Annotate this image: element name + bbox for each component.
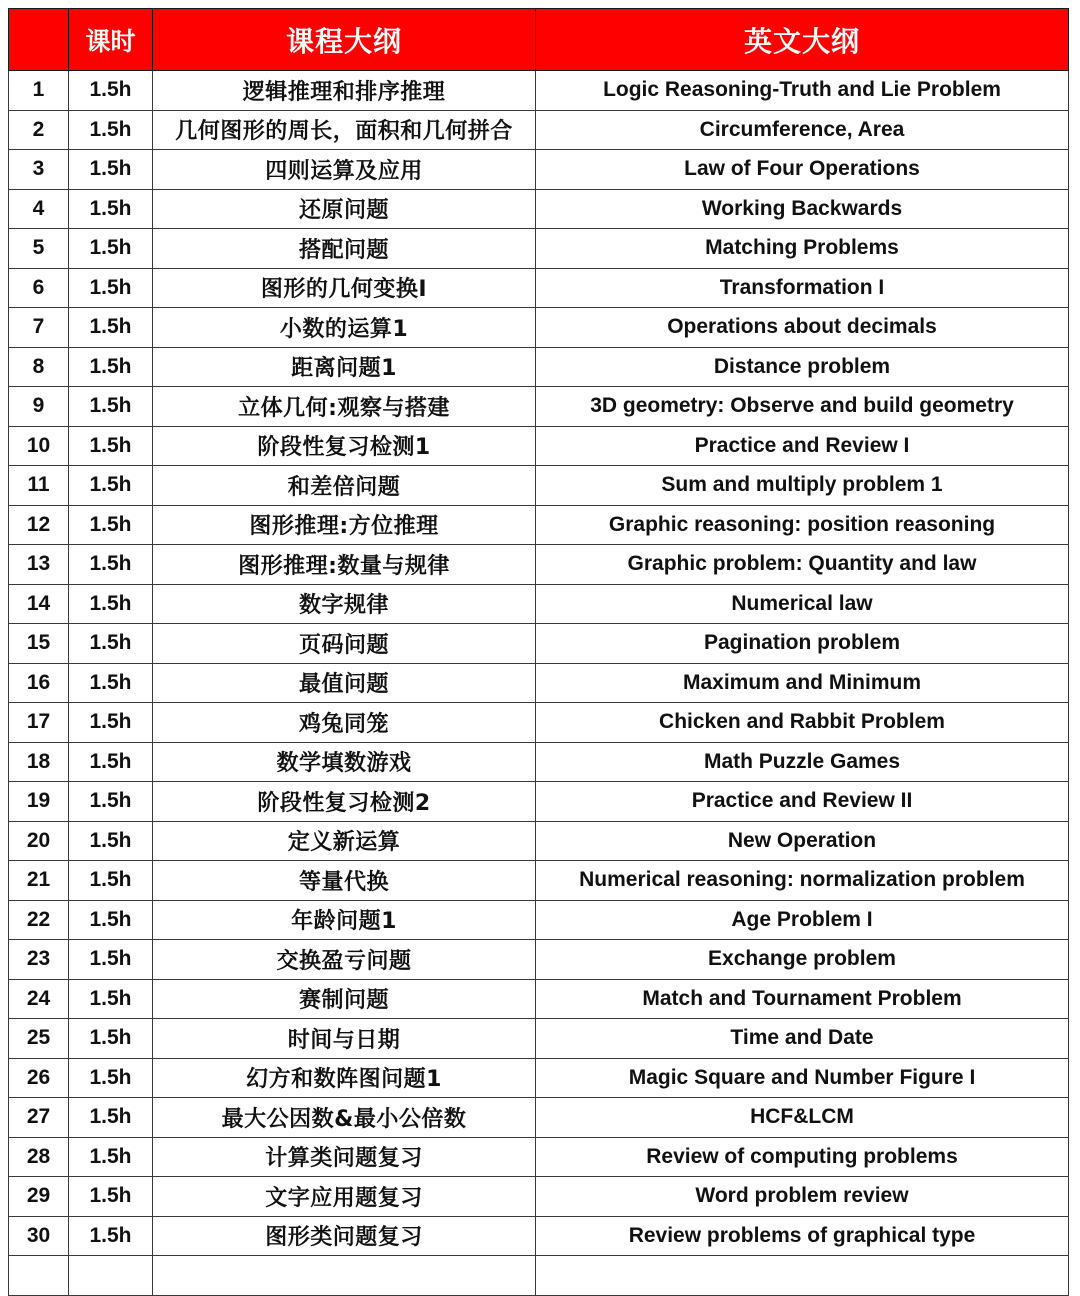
cell-english-outline: Circumference, Area <box>536 110 1069 150</box>
table-row[interactable] <box>9 1019 1069 1059</box>
table-row[interactable] <box>9 1098 1069 1138</box>
cell-chinese-outline: 赛制问题 <box>153 979 536 1019</box>
cell-english-outline: New Operation <box>536 821 1069 861</box>
cell-lesson-hours: 1.5h <box>69 229 153 269</box>
cell-chinese-outline: 还原问题 <box>153 189 536 229</box>
table-header <box>9 9 1069 71</box>
cell-chinese-outline: 图形推理:方位推理 <box>153 505 536 545</box>
cell-lesson-hours: 1.5h <box>69 782 153 822</box>
cell-clipped <box>536 1256 1069 1296</box>
cell-chinese-outline: 数字规律 <box>153 584 536 624</box>
cell-english-outline: Working Backwards <box>536 189 1069 229</box>
table-row[interactable] <box>9 1137 1069 1177</box>
cell-chinese-outline: 小数的运算1 <box>153 308 536 348</box>
column-header-chinese-outline: 课程大纲 <box>153 9 536 71</box>
cell-lesson-number: 30 <box>9 1216 69 1256</box>
table-row[interactable] <box>9 624 1069 664</box>
cell-english-outline: Maximum and Minimum <box>536 663 1069 703</box>
cell-chinese-outline: 阶段性复习检测2 <box>153 782 536 822</box>
cell-lesson-hours: 1.5h <box>69 900 153 940</box>
cell-chinese-outline: 时间与日期 <box>153 1019 536 1059</box>
column-header-index <box>9 9 69 71</box>
cell-english-outline: Law of Four Operations <box>536 150 1069 190</box>
cell-lesson-hours: 1.5h <box>69 979 153 1019</box>
cell-chinese-outline: 最大公因数&最小公倍数 <box>153 1098 536 1138</box>
cell-chinese-outline: 定义新运算 <box>153 821 536 861</box>
cell-lesson-hours: 1.5h <box>69 1098 153 1138</box>
cell-english-outline: Transformation I <box>536 268 1069 308</box>
cell-lesson-hours: 1.5h <box>69 71 153 111</box>
cell-clipped <box>153 1256 536 1296</box>
table-row[interactable] <box>9 663 1069 703</box>
cell-chinese-outline: 逻辑推理和排序推理 <box>153 71 536 111</box>
cell-english-outline: Logic Reasoning-Truth and Lie Problem <box>536 71 1069 111</box>
cell-lesson-hours: 1.5h <box>69 663 153 703</box>
cell-lesson-hours: 1.5h <box>69 466 153 506</box>
cell-english-outline: Word problem review <box>536 1177 1069 1217</box>
cell-chinese-outline: 四则运算及应用 <box>153 150 536 190</box>
cell-lesson-number: 26 <box>9 1058 69 1098</box>
cell-chinese-outline: 数学填数游戏 <box>153 742 536 782</box>
cell-lesson-number: 15 <box>9 624 69 664</box>
cell-lesson-number: 17 <box>9 703 69 743</box>
cell-lesson-hours: 1.5h <box>69 308 153 348</box>
cell-lesson-hours: 1.5h <box>69 1019 153 1059</box>
cell-lesson-hours: 1.5h <box>69 189 153 229</box>
cell-english-outline: Time and Date <box>536 1019 1069 1059</box>
cell-chinese-outline: 距离问题1 <box>153 347 536 387</box>
cell-lesson-hours: 1.5h <box>69 861 153 901</box>
cell-lesson-number: 28 <box>9 1137 69 1177</box>
header-row <box>9 9 1069 71</box>
cell-chinese-outline: 立体几何:观察与搭建 <box>153 387 536 427</box>
cell-english-outline: Matching Problems <box>536 229 1069 269</box>
table-row[interactable] <box>9 1216 1069 1256</box>
table-row[interactable] <box>9 71 1069 111</box>
cell-lesson-number: 10 <box>9 426 69 466</box>
cell-lesson-hours: 1.5h <box>69 1058 153 1098</box>
cell-chinese-outline: 页码问题 <box>153 624 536 664</box>
cell-clipped <box>9 1256 69 1296</box>
cell-english-outline: Operations about decimals <box>536 308 1069 348</box>
cell-clipped <box>69 1256 153 1296</box>
cell-lesson-hours: 1.5h <box>69 940 153 980</box>
table-body <box>9 71 1069 1296</box>
cell-english-outline: Distance problem <box>536 347 1069 387</box>
cell-chinese-outline: 年龄问题1 <box>153 900 536 940</box>
cell-lesson-number: 27 <box>9 1098 69 1138</box>
table-row[interactable] <box>9 110 1069 150</box>
cell-english-outline: Pagination problem <box>536 624 1069 664</box>
table-row[interactable] <box>9 900 1069 940</box>
cell-chinese-outline: 几何图形的周长，面积和几何拼合 <box>153 110 536 150</box>
cell-lesson-number: 23 <box>9 940 69 980</box>
table-row[interactable] <box>9 821 1069 861</box>
table-row[interactable] <box>9 584 1069 624</box>
cell-lesson-number: 21 <box>9 861 69 901</box>
table-row[interactable] <box>9 387 1069 427</box>
cell-lesson-hours: 1.5h <box>69 426 153 466</box>
cell-english-outline: Graphic problem: Quantity and law <box>536 545 1069 585</box>
cell-lesson-hours: 1.5h <box>69 584 153 624</box>
cell-chinese-outline: 鸡兔同笼 <box>153 703 536 743</box>
cell-english-outline: Practice and Review I <box>536 426 1069 466</box>
cell-chinese-outline: 计算类问题复习 <box>153 1137 536 1177</box>
course-syllabus-table <box>8 8 1069 1296</box>
table-row[interactable] <box>9 940 1069 980</box>
table-row[interactable] <box>9 545 1069 585</box>
cell-lesson-hours: 1.5h <box>69 505 153 545</box>
table-row[interactable] <box>9 150 1069 190</box>
cell-lesson-number: 8 <box>9 347 69 387</box>
cell-lesson-hours: 1.5h <box>69 150 153 190</box>
cell-lesson-hours: 1.5h <box>69 387 153 427</box>
cell-english-outline: Sum and multiply problem 1 <box>536 466 1069 506</box>
cell-english-outline: Review problems of graphical type <box>536 1216 1069 1256</box>
cell-chinese-outline: 图形类问题复习 <box>153 1216 536 1256</box>
cell-lesson-number: 16 <box>9 663 69 703</box>
cell-lesson-hours: 1.5h <box>69 703 153 743</box>
table-row[interactable] <box>9 1058 1069 1098</box>
cell-english-outline: Numerical law <box>536 584 1069 624</box>
table-row[interactable] <box>9 189 1069 229</box>
table-row[interactable] <box>9 979 1069 1019</box>
cell-lesson-hours: 1.5h <box>69 1216 153 1256</box>
cell-lesson-hours: 1.5h <box>69 624 153 664</box>
cell-english-outline: Exchange problem <box>536 940 1069 980</box>
cell-english-outline: Review of computing problems <box>536 1137 1069 1177</box>
cell-lesson-number: 25 <box>9 1019 69 1059</box>
cell-english-outline: Graphic reasoning: position reasoning <box>536 505 1069 545</box>
cell-lesson-number: 12 <box>9 505 69 545</box>
cell-chinese-outline: 阶段性复习检测1 <box>153 426 536 466</box>
column-header-english-outline: 英文大纲 <box>536 9 1069 71</box>
cell-lesson-hours: 1.5h <box>69 1137 153 1177</box>
table-row[interactable] <box>9 466 1069 506</box>
cell-lesson-hours: 1.5h <box>69 1177 153 1217</box>
cell-lesson-hours: 1.5h <box>69 110 153 150</box>
cell-chinese-outline: 幻方和数阵图问题1 <box>153 1058 536 1098</box>
cell-lesson-number: 5 <box>9 229 69 269</box>
cell-lesson-number: 24 <box>9 979 69 1019</box>
cell-chinese-outline: 交换盈亏问题 <box>153 940 536 980</box>
cell-lesson-number: 13 <box>9 545 69 585</box>
cell-english-outline: Math Puzzle Games <box>536 742 1069 782</box>
table-row[interactable] <box>9 426 1069 466</box>
cell-lesson-number: 29 <box>9 1177 69 1217</box>
cell-lesson-number: 22 <box>9 900 69 940</box>
cell-lesson-number: 18 <box>9 742 69 782</box>
cell-english-outline: 3D geometry: Observe and build geometry <box>536 387 1069 427</box>
cell-chinese-outline: 文字应用题复习 <box>153 1177 536 1217</box>
cell-english-outline: Age Problem I <box>536 900 1069 940</box>
table-row[interactable] <box>9 347 1069 387</box>
cell-lesson-hours: 1.5h <box>69 821 153 861</box>
column-header-hours: 课时 <box>69 9 153 71</box>
cell-chinese-outline: 最值问题 <box>153 663 536 703</box>
cell-english-outline: HCF&LCM <box>536 1098 1069 1138</box>
table-row[interactable] <box>9 782 1069 822</box>
cell-lesson-number: 20 <box>9 821 69 861</box>
table-row[interactable] <box>9 703 1069 743</box>
table-row[interactable] <box>9 229 1069 269</box>
cell-chinese-outline: 图形的几何变换I <box>153 268 536 308</box>
cell-lesson-number: 2 <box>9 110 69 150</box>
cell-english-outline: Match and Tournament Problem <box>536 979 1069 1019</box>
cell-chinese-outline: 等量代换 <box>153 861 536 901</box>
cell-chinese-outline: 搭配问题 <box>153 229 536 269</box>
cell-lesson-number: 19 <box>9 782 69 822</box>
cell-english-outline: Numerical reasoning: normalization problem <box>536 861 1069 901</box>
cell-lesson-hours: 1.5h <box>69 268 153 308</box>
cell-english-outline: Magic Square and Number Figure I <box>536 1058 1069 1098</box>
cell-lesson-number: 4 <box>9 189 69 229</box>
table-row[interactable] <box>9 861 1069 901</box>
cell-english-outline: Practice and Review II <box>536 782 1069 822</box>
table-row[interactable] <box>9 268 1069 308</box>
cell-lesson-hours: 1.5h <box>69 742 153 782</box>
table-row[interactable] <box>9 742 1069 782</box>
cell-lesson-hours: 1.5h <box>69 347 153 387</box>
cell-lesson-number: 1 <box>9 71 69 111</box>
cell-chinese-outline: 和差倍问题 <box>153 466 536 506</box>
cell-english-outline: Chicken and Rabbit Problem <box>536 703 1069 743</box>
cell-lesson-number: 6 <box>9 268 69 308</box>
table-row[interactable] <box>9 505 1069 545</box>
cell-lesson-number: 9 <box>9 387 69 427</box>
cell-chinese-outline: 图形推理:数量与规律 <box>153 545 536 585</box>
cell-lesson-number: 3 <box>9 150 69 190</box>
cell-lesson-number: 14 <box>9 584 69 624</box>
table-row[interactable] <box>9 1177 1069 1217</box>
cell-lesson-hours: 1.5h <box>69 545 153 585</box>
table-row-partial <box>9 1256 1069 1296</box>
cell-lesson-number: 7 <box>9 308 69 348</box>
table-row[interactable] <box>9 308 1069 348</box>
cell-lesson-number: 11 <box>9 466 69 506</box>
